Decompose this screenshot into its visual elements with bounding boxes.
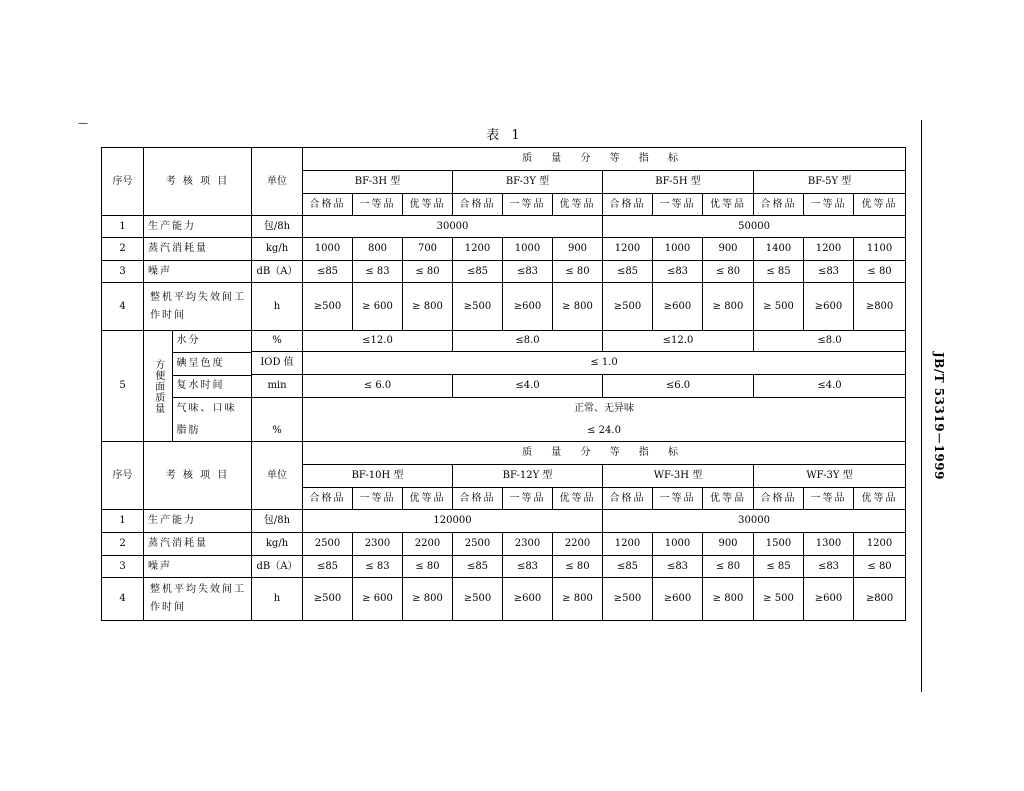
model-header: BF-5H 型 <box>603 171 754 194</box>
iod-value: ≤ 1.0 <box>303 352 906 375</box>
mtbf-value: ≥500 <box>453 578 503 621</box>
row-unit: % <box>252 331 303 352</box>
mtbf-value: ≥800 <box>854 578 906 621</box>
steam-value: 2200 <box>403 533 453 556</box>
row-number: 4 <box>102 578 144 621</box>
noise-value: ≤85 <box>303 556 353 578</box>
row-item: 噪声 <box>144 556 252 578</box>
unit-header: 单位 <box>252 148 303 216</box>
grade-header: 一等品 <box>503 488 553 510</box>
model-header: WF-3Y 型 <box>754 465 906 488</box>
table-title: 表 1 <box>486 128 524 143</box>
table-row <box>102 283 906 331</box>
table-row <box>102 261 906 283</box>
steam-value: 1200 <box>854 533 906 556</box>
row-item: 复水时间 <box>172 375 251 397</box>
grade-header: 优等品 <box>553 194 603 216</box>
grade-header: 优等品 <box>553 488 603 510</box>
section2-header-row <box>102 442 906 465</box>
noise-value: ≤ 80 <box>403 556 453 578</box>
row-unit: h <box>252 578 303 621</box>
table-row <box>102 578 906 621</box>
steam-value: 1000 <box>653 533 703 556</box>
capacity-value: 30000 <box>603 510 906 533</box>
steam-value: 1200 <box>804 238 854 261</box>
row-number: 1 <box>102 510 144 533</box>
mtbf-value: ≥600 <box>804 283 854 331</box>
mtbf-value: ≥500 <box>603 283 653 331</box>
steam-value: 900 <box>553 238 603 261</box>
grade-header: 优等品 <box>854 488 906 510</box>
noise-value: ≤83 <box>804 261 854 283</box>
noodle-quality-subtable <box>144 331 251 441</box>
model-header: BF-5Y 型 <box>754 171 906 194</box>
item-header: 考 核 项 目 <box>144 442 252 510</box>
steam-value: 1200 <box>603 533 653 556</box>
noise-value: ≤ 83 <box>353 556 403 578</box>
mtbf-value: ≥ 800 <box>553 283 603 331</box>
fat-value: ≤ 24.0 <box>303 420 906 441</box>
noise-value: ≤ 80 <box>703 556 754 578</box>
row-unit: min <box>252 375 303 397</box>
unit-header: 单位 <box>252 442 303 510</box>
table-row <box>102 533 906 556</box>
grade-header: 合格品 <box>603 194 653 216</box>
steam-value: 1400 <box>754 238 804 261</box>
water-value: ≤8.0 <box>453 331 603 352</box>
item-header: 考 核 项 目 <box>144 148 252 216</box>
model-header: BF-10H 型 <box>303 465 453 488</box>
noise-value: ≤ 80 <box>703 261 754 283</box>
rehydrate-value: ≤4.0 <box>754 375 906 397</box>
row-unit-empty <box>252 397 303 420</box>
row-item: 整机平均失效间工作时间 <box>144 578 252 621</box>
row-number: 3 <box>102 556 144 578</box>
mtbf-value: ≥500 <box>603 578 653 621</box>
grade-header: 一等品 <box>353 488 403 510</box>
noise-value: ≤ 85 <box>754 556 804 578</box>
steam-value: 1300 <box>804 533 854 556</box>
table-row <box>102 510 906 533</box>
mtbf-value: ≥600 <box>503 578 553 621</box>
grade-header: 一等品 <box>353 194 403 216</box>
noise-value: ≤85 <box>453 261 503 283</box>
row-item: 噪声 <box>144 261 252 283</box>
row-item: 蒸汽消耗量 <box>144 533 252 556</box>
seq-header: 序号 <box>102 442 144 510</box>
capacity-value: 120000 <box>303 510 603 533</box>
mtbf-value: ≥800 <box>854 283 906 331</box>
grade-header: 一等品 <box>653 488 703 510</box>
table-row <box>102 238 906 261</box>
steam-value: 900 <box>703 533 754 556</box>
mtbf-value: ≥500 <box>303 578 353 621</box>
grade-header: 优等品 <box>403 194 453 216</box>
rehydrate-value: ≤6.0 <box>603 375 754 397</box>
row-item: 生产能力 <box>144 216 252 238</box>
water-value: ≤12.0 <box>303 331 453 352</box>
steam-value: 1000 <box>653 238 703 261</box>
mtbf-value: ≥ 500 <box>754 283 804 331</box>
steam-value: 2300 <box>353 533 403 556</box>
row-number: 3 <box>102 261 144 283</box>
steam-value: 1500 <box>754 533 804 556</box>
noise-value: ≤ 80 <box>403 261 453 283</box>
row-item: 蒸汽消耗量 <box>144 238 252 261</box>
mtbf-value: ≥600 <box>804 578 854 621</box>
row-item: 水分 <box>172 331 251 352</box>
steam-value: 1200 <box>603 238 653 261</box>
model-header: BF-3Y 型 <box>453 171 603 194</box>
noise-value: ≤83 <box>653 556 703 578</box>
noise-value: ≤ 80 <box>553 556 603 578</box>
grade-header: 合格品 <box>453 194 503 216</box>
grade-header: 优等品 <box>703 194 754 216</box>
noise-value: ≤83 <box>503 261 553 283</box>
page-mark: — <box>78 118 88 129</box>
water-value: ≤8.0 <box>754 331 906 352</box>
grade-header: 一等品 <box>804 488 854 510</box>
grade-header: 一等品 <box>653 194 703 216</box>
mtbf-value: ≥ 800 <box>403 283 453 331</box>
mtbf-value: ≥500 <box>303 283 353 331</box>
grade-header: 合格品 <box>303 194 353 216</box>
seq-header: 序号 <box>102 148 144 216</box>
side-rule <box>921 120 922 692</box>
row-item: 整机平均失效间工作时间 <box>144 283 252 331</box>
steam-value: 1000 <box>503 238 553 261</box>
noise-value: ≤ 80 <box>854 556 906 578</box>
quality-header: 质 量 分 等 指 标 <box>303 442 906 465</box>
grade-header: 优等品 <box>403 488 453 510</box>
quality-header: 质 量 分 等 指 标 <box>303 148 906 171</box>
steam-value: 2500 <box>453 533 503 556</box>
noise-value: ≤83 <box>503 556 553 578</box>
mtbf-value: ≥600 <box>653 578 703 621</box>
mtbf-value: ≥ 800 <box>703 283 754 331</box>
noise-value: ≤ 80 <box>854 261 906 283</box>
noise-value: ≤ 83 <box>353 261 403 283</box>
row-unit: dB（A） <box>252 556 303 578</box>
steam-value: 2200 <box>553 533 603 556</box>
mtbf-value: ≥ 800 <box>703 578 754 621</box>
row-number: 2 <box>102 238 144 261</box>
mtbf-value: ≥600 <box>503 283 553 331</box>
table-row <box>102 556 906 578</box>
grade-header: 优等品 <box>703 488 754 510</box>
capacity-value: 30000 <box>303 216 603 238</box>
grade-header: 合格品 <box>303 488 353 510</box>
noise-value: ≤85 <box>453 556 503 578</box>
table-row <box>102 216 906 238</box>
row-unit: kg/h <box>252 238 303 261</box>
row-item: 脂肪 <box>172 420 251 441</box>
steam-value: 2500 <box>303 533 353 556</box>
grade-header: 合格品 <box>754 488 804 510</box>
section1-header-row <box>102 148 906 171</box>
rehydrate-value: ≤4.0 <box>453 375 603 397</box>
row-item: 碘呈色度 <box>172 352 251 375</box>
mtbf-value: ≥ 800 <box>403 578 453 621</box>
noise-value: ≤83 <box>804 556 854 578</box>
mtbf-value: ≥ 600 <box>353 578 403 621</box>
rehydrate-value: ≤ 6.0 <box>303 375 453 397</box>
grade-header: 合格品 <box>453 488 503 510</box>
grade-header: 合格品 <box>603 488 653 510</box>
model-header: BF-12Y 型 <box>453 465 603 488</box>
model-header: BF-3H 型 <box>303 171 453 194</box>
grade-header: 一等品 <box>804 194 854 216</box>
steam-value: 1100 <box>854 238 906 261</box>
row-unit: h <box>252 283 303 331</box>
noise-value: ≤83 <box>653 261 703 283</box>
noise-value: ≤85 <box>603 261 653 283</box>
mtbf-value: ≥ 600 <box>353 283 403 331</box>
row-number: 4 <box>102 283 144 331</box>
row-unit: 包/8h <box>252 510 303 533</box>
row-unit: IOD 值 <box>252 352 303 375</box>
grade-header: 合格品 <box>754 194 804 216</box>
steam-value: 2300 <box>503 533 553 556</box>
steam-value: 1200 <box>453 238 503 261</box>
grade-header: 优等品 <box>854 194 906 216</box>
row-number: 1 <box>102 216 144 238</box>
water-value: ≤12.0 <box>603 331 754 352</box>
grade-header: 一等品 <box>503 194 553 216</box>
noise-value: ≤ 85 <box>754 261 804 283</box>
mtbf-value: ≥500 <box>453 283 503 331</box>
row-unit: 包/8h <box>252 216 303 238</box>
mtbf-value: ≥ 800 <box>553 578 603 621</box>
steam-value: 800 <box>353 238 403 261</box>
noise-value: ≤ 80 <box>553 261 603 283</box>
model-header: WF-3H 型 <box>603 465 754 488</box>
row-unit: dB（A） <box>252 261 303 283</box>
smell-value: 正常、无异味 <box>303 397 906 420</box>
steam-value: 900 <box>703 238 754 261</box>
noise-value: ≤85 <box>603 556 653 578</box>
noise-value: ≤85 <box>303 261 353 283</box>
row-unit: % <box>252 420 303 441</box>
noodle-quality-block <box>144 331 252 442</box>
mtbf-value: ≥600 <box>653 283 703 331</box>
table-row <box>102 331 906 352</box>
standard-code: JB/T 53319－1999 <box>932 352 946 480</box>
capacity-value: 50000 <box>603 216 906 238</box>
mtbf-value: ≥ 500 <box>754 578 804 621</box>
row-number: 2 <box>102 533 144 556</box>
row-number: 5 <box>102 331 144 442</box>
row-unit: kg/h <box>252 533 303 556</box>
steam-value: 1000 <box>303 238 353 261</box>
noodle-quality-label: 方便面质量 <box>144 331 172 441</box>
quality-grade-table <box>101 147 906 621</box>
row-item: 气味、口味 <box>172 397 251 420</box>
row-item: 生产能力 <box>144 510 252 533</box>
steam-value: 700 <box>403 238 453 261</box>
